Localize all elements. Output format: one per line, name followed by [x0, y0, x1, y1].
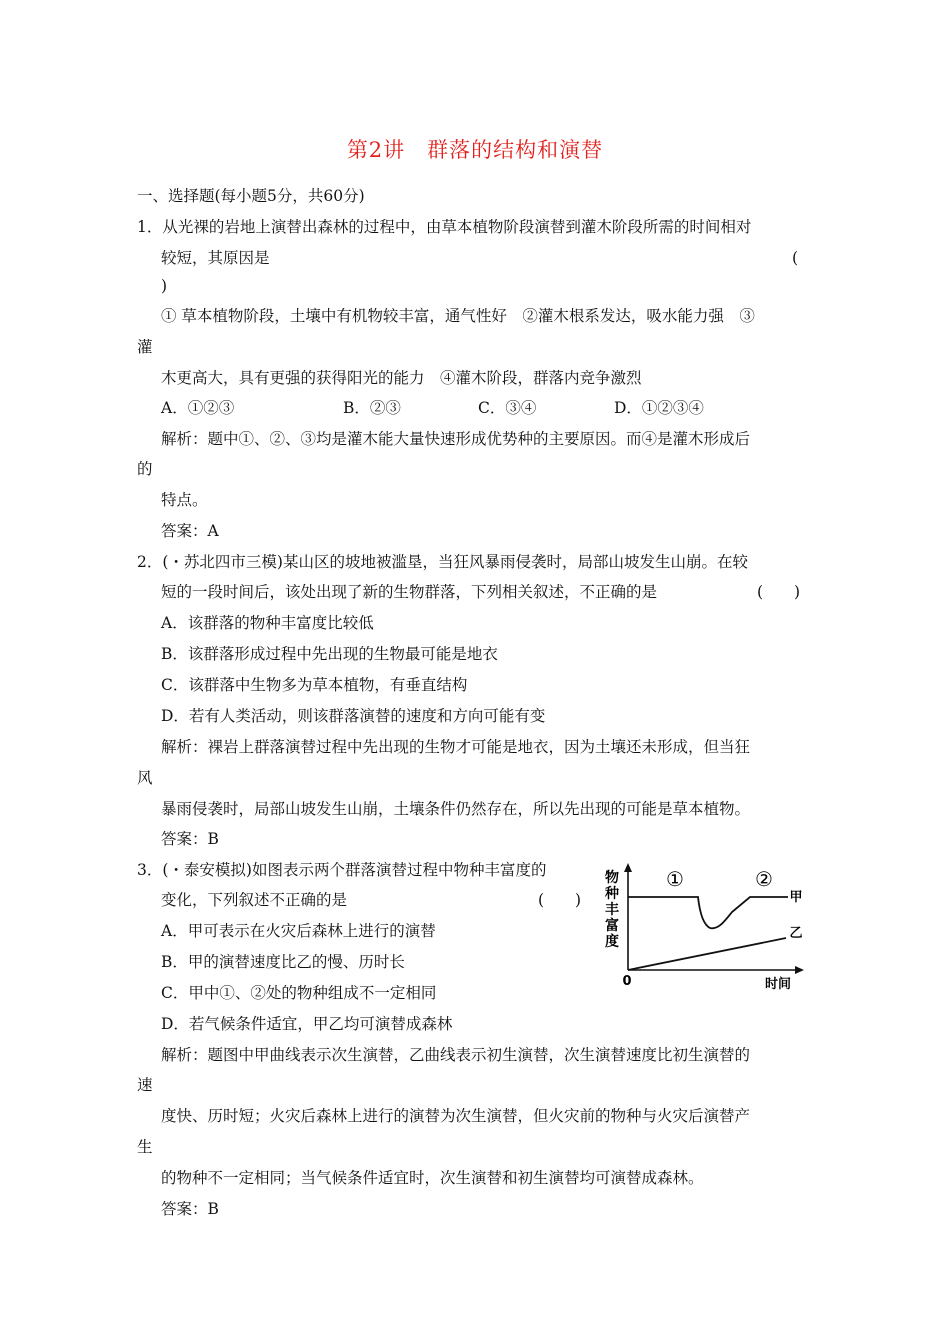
q1-option-a: A．①②③ — [161, 399, 235, 417]
q1-paren-close: ) — [161, 277, 168, 295]
q1-analysis-line2: 特点。 — [161, 491, 208, 509]
q1-statement-line2: 木更高大，具有更强的获得阳光的能力 ④灌木阶段，群落内竞争激烈 — [161, 369, 642, 387]
y-axis-label-char: 种 — [605, 886, 619, 902]
y-axis-label-char: 丰 — [605, 902, 619, 918]
page-title: 第2讲 群落的结构和演替 — [346, 138, 604, 162]
q2-analysis-wrap: 风 — [137, 769, 153, 787]
q3-stem-line2: 变化，下列叙述不正确的是 — [161, 891, 348, 909]
origin-label: 0 — [622, 974, 632, 989]
y-axis-arrow — [624, 863, 632, 872]
series-yi-line — [628, 938, 786, 970]
q3-option-c: C．甲中①、②处的物种组成不一定相同 — [161, 984, 437, 1002]
q1-analysis-line1: 解析：题中①、②、③均是灌木能大量快速形成优势种的主要原因。而④是灌木形成后 — [161, 430, 751, 448]
q3-option-b: B．甲的演替速度比乙的慢、历时长 — [161, 953, 405, 971]
q3-option-d: D．若气候条件适宜，甲乙均可演替成森林 — [161, 1015, 453, 1033]
q3-analysis-line2: 度快、历时短；火灾后森林上进行的演替为次生演替，但火灾前的物种与火灾后演替产 — [161, 1107, 751, 1125]
q3-answer: 答案：B — [161, 1200, 219, 1218]
section-heading: 一、选择题(每小题5分，共60分) — [137, 187, 365, 205]
q1-stem-line1: 1．从光裸的岩地上演替出森林的过程中，由草本植物阶段演替到灌木阶段所需的时间相对 — [137, 218, 752, 236]
series-jia-curve — [628, 897, 788, 928]
q1-stem-line2: 较短，其原因是 — [161, 249, 270, 267]
x-axis-label: 时间 — [764, 977, 792, 992]
q2-option-c: C．该群落中生物多为草本植物，有垂直结构 — [161, 676, 468, 694]
q2-option-d: D．若有人类活动，则该群落演替的速度和方向可能有变 — [161, 707, 546, 725]
q1-analysis-wrap: 的 — [137, 460, 153, 478]
q1-answer: 答案：A — [161, 522, 219, 540]
q3-stem-line1: 3．(・泰安模拟)如图表示两个群落演替过程中物种丰富度的 — [137, 861, 547, 879]
q2-answer: 答案：B — [161, 830, 219, 848]
y-axis-label-char: 富 — [605, 918, 619, 934]
succession-figure — [600, 860, 815, 995]
q3-analysis-wrap2: 生 — [137, 1138, 153, 1156]
q3-analysis-line1: 解析：题图中甲曲线表示次生演替，乙曲线表示初生演替，次生演替速度比初生演替的 — [161, 1046, 751, 1064]
series-jia-label: 甲 — [789, 890, 803, 905]
q2-stem-line1: 2．(・苏北四市三模)某山区的坡地被滥垦，当狂风暴雨侵袭时，局部山坡发生山崩。在较 — [137, 553, 748, 571]
q1-option-b: B．②③ — [343, 399, 401, 417]
q3-paren: ( ) — [538, 891, 582, 909]
q1-option-c: C．③④ — [478, 399, 537, 417]
mark-2: ② — [755, 867, 773, 891]
series-yi-label: 乙 — [789, 926, 803, 941]
q1-statement-line1: ① 草本植物阶段，土壤中有机物较丰富，通气性好 ②灌木根系发达，吸水能力强 ③ — [161, 307, 755, 325]
q2-option-a: A．该群落的物种丰富度比较低 — [161, 614, 374, 632]
x-axis-arrow — [795, 966, 804, 974]
q3-analysis-line3: 的物种不一定相同；当气候条件适宜时，次生演替和初生演替均可演替成森林。 — [161, 1169, 704, 1187]
q2-analysis-line2: 暴雨侵袭时，局部山坡发生山崩，土壤条件仍然存在，所以先出现的可能是草本植物。 — [161, 800, 751, 818]
q1-paren-open: ( — [792, 249, 799, 267]
q3-analysis-wrap1: 速 — [137, 1076, 153, 1094]
q1-statement-wrap: 灌 — [137, 338, 153, 356]
y-axis-label-char: 物 — [605, 870, 619, 886]
q2-analysis-line1: 解析：裸岩上群落演替过程中先出现的生物才可能是地衣，因为土壤还未形成，但当狂 — [161, 738, 751, 756]
q3-option-a: A．甲可表示在火灾后森林上进行的演替 — [161, 922, 436, 940]
q1-option-d: D．①②③④ — [614, 399, 704, 417]
y-axis-label-char: 度 — [605, 934, 619, 950]
q2-stem-line2: 短的一段时间后，该处出现了新的生物群落，下列相关叙述，不正确的是 — [161, 583, 658, 601]
q2-option-b: B．该群落形成过程中先出现的生物最可能是地衣 — [161, 645, 498, 663]
q2-paren: ( ) — [757, 583, 801, 601]
mark-1: ① — [666, 867, 684, 891]
